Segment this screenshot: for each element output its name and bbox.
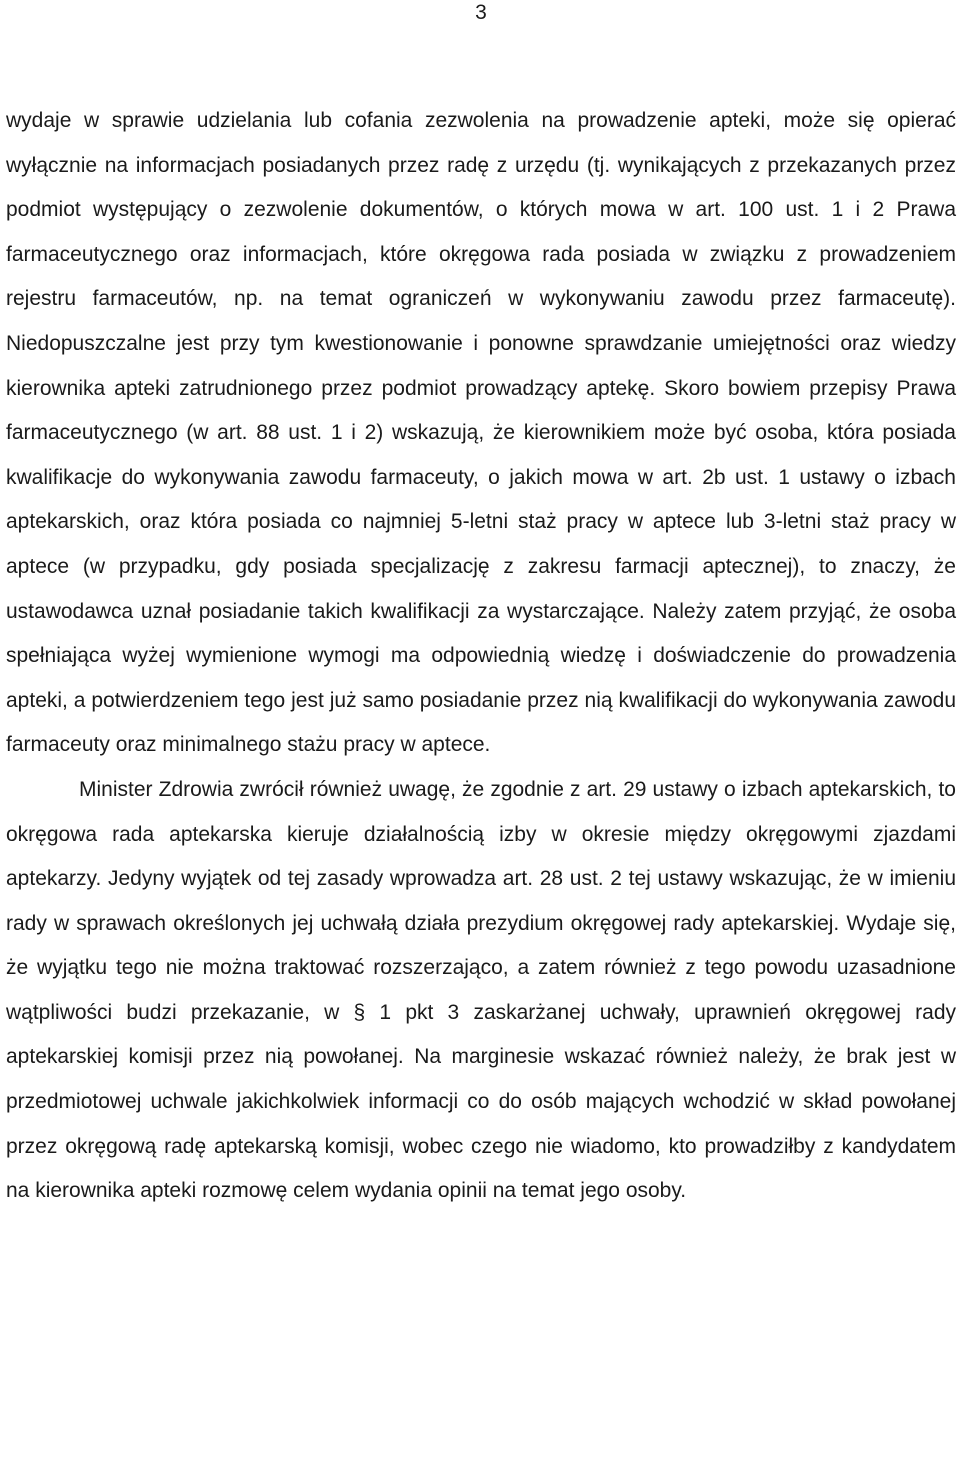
paragraph-continuation: wydaje w sprawie udzielania lub cofania zezwolenia na prowadzenie apteki, może się opierać wyłącznie na informacjach posiadanych przez radę z urzędu (tj. wynikających z przekazanych przez podmiot występujący o zezwolenie dokumentów, o których mowa w art. 100 ust. 1 i 2 Prawa farmaceutycznego oraz informacjach, które okręgowa rada posiada w związku z prowadzeniem rejestru farmaceutów, np. na temat ograniczeń w wykonywaniu zawodu przez farmaceutę). Niedopuszczalne jest przy tym kwestionowanie i ponowne sprawdzanie umiejętności oraz wiedzy kierownika apteki zatrudnionego przez podmiot prowadzący aptekę. Skoro bowiem przepisy Prawa farmaceutycznego (w art. 88 ust. 1 i 2) wskazują, że kierownikiem może być osoba, która posiada kwalifikacje do wykonywania zawodu farmaceuty, o jakich mowa w art. 2b ust. 1 ustawy o izbach aptekarskich, oraz która posiada co najmniej 5-letni staż pracy w aptece lub 3-letni staż pracy w aptece (w przypadku, gdy posiada specjalizację z zakresu farmacji aptecznej), to znaczy, że ustawodawca uznał posiadanie takich kwalifikacji za wystarczające. Należy zatem przyjąć, że osoba spełniająca wyżej wymienione wymogi ma odpowiednią wiedzę i doświadczenie do prowadzenia apteki, a potwierdzeniem tego jest już samo posiadanie przez nią kwalifikacji do wykonywania zawodu farmaceuty oraz minimalnego stażu pracy w aptece. bbox=[6, 109, 956, 757]
paragraph-minister: Minister Zdrowia zwrócił również uwagę, że zgodnie z art. 29 ustawy o izbach aptekarskich, to okręgowa rada aptekarska kieruje działalnością izby w okresie między okręgowymi zjazdami aptekarzy. Jedyny wyjątek od tej zasady wprowadza art. 28 ust. 2 tej ustawy wskazując, że w imieniu rady w sprawach określonych jej uchwałą działa prezydium okręgowej rady aptekarskiej. Wydaje się, że wyjątku tego nie można traktować rozszerzająco, a zatem również z tego powodu uzasadnione wątpliwości budzi przekazanie, w § 1 pkt 3 zaskarżanej uchwały, uprawnień okręgowej rady aptekarskiej komisji przez nią powołanej. Na marginesie wskazać również należy, że brak jest w przedmiotowej uchwale jakichkolwiek informacji co do osób mających wchodzić w skład powołanej przez okręgową radę aptekarską komisji, wobec czego nie wiadomo, kto prowadziłby z kandydatem na kierownika apteki rozmowę celem wydania opinii na temat jego osoby. bbox=[6, 777, 956, 1203]
page-number-text: 3 bbox=[475, 1, 487, 24]
document-body bbox=[6, 99, 956, 1214]
page-number bbox=[0, 0, 960, 26]
